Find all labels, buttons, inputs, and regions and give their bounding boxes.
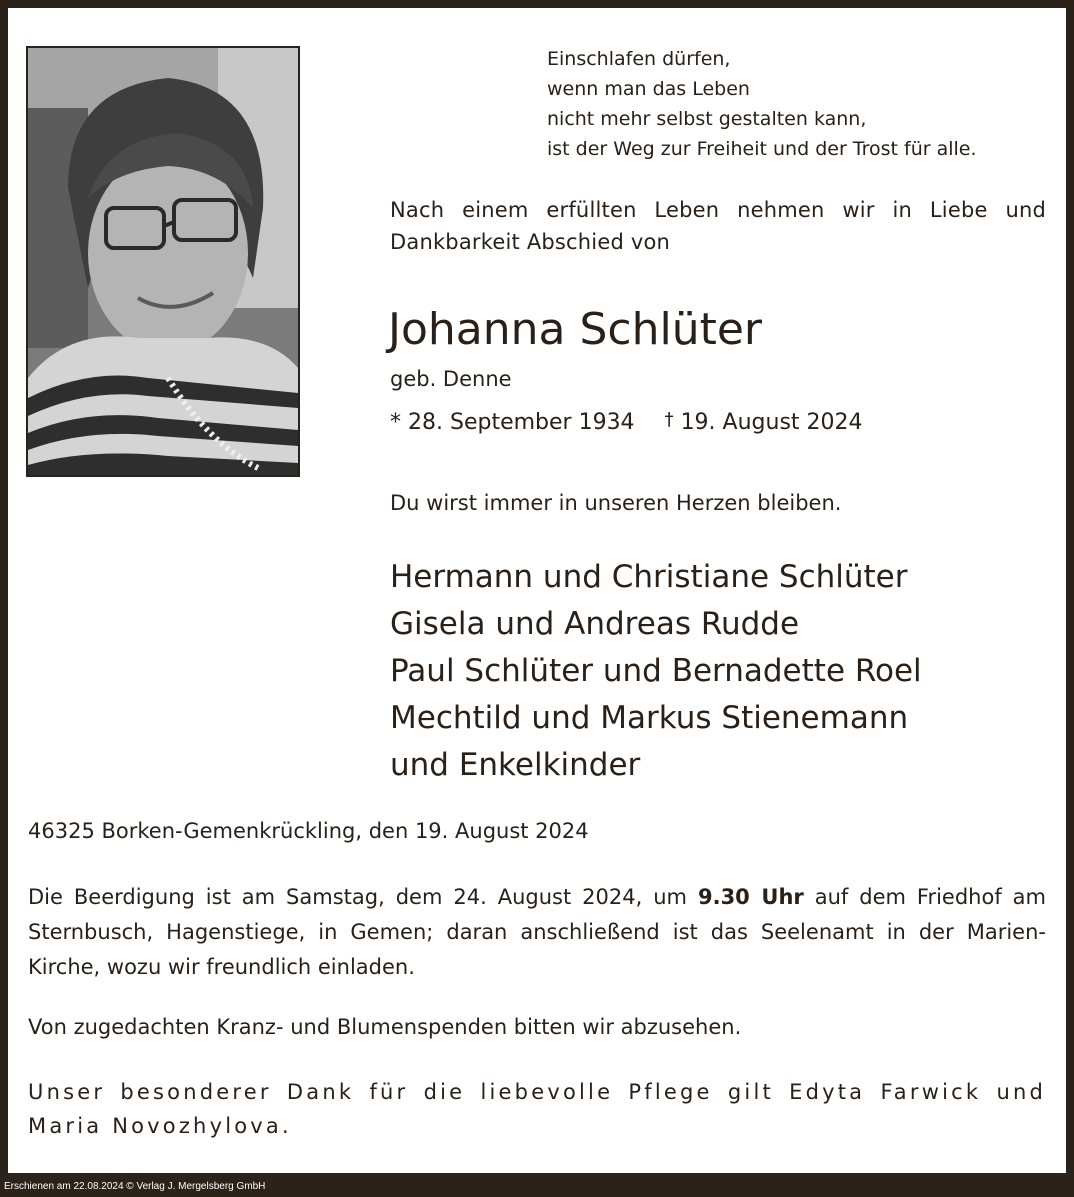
poem-line: nicht mehr selbst gestalten kann, [547,108,867,130]
birth-name: geb. Denne [390,367,512,391]
motto: Du wirst immer in unseren Herzen bleiben. [390,491,842,515]
burial-info [28,880,1046,985]
thanks-line: Maria Novozhylova. [28,1114,292,1138]
life-dates [390,404,863,439]
poem [547,44,977,164]
family-list [390,554,922,789]
thanks-note [28,1075,1046,1143]
burial-line: Kirche, wozu wir freundlich einladen. [28,955,415,979]
family-member: Gisela und Andreas Rudde [390,606,800,642]
publication-footer: Erschienen am 22.08.2024 © Verlag J. Mergelsberg GmbH [4,1181,266,1192]
family-member: Paul Schlüter und Bernadette Roel [390,653,922,689]
death-date: 19. August 2024 [680,410,863,435]
portrait-image [28,48,298,475]
burial-line [28,880,1046,915]
intro-line-2: Dankbarkeit Abschied von [390,230,671,254]
wreath-note: Von zugedachten Kranz- und Blumenspenden bitten wir abzusehen. [28,1015,742,1039]
burial-time: 9.30 Uhr [697,885,804,909]
family-member: Mechtild und Markus Stienemann [390,700,909,736]
thanks-line: Unser besonderer Dank für die liebevolle Pflege gilt Edyta Farwick und [28,1080,1046,1104]
portrait-photo [26,46,300,477]
poem-line: ist der Weg zur Freiheit und der Trost für alle. [547,138,977,160]
birth-date: * 28. September 1934 [390,410,635,435]
burial-text: Die Beerdigung ist am Samstag, dem 24. August 2024, um [28,885,698,909]
poem-line: Einschlafen dürfen, [547,48,731,70]
intro-line-1: Nach einem erfüllten Leben nehmen wir in Liebe und [390,198,1046,222]
burial-line: Sternbusch, Hagenstiege, in Gemen; daran anschließend ist das Seelenamt in der Marien- [28,920,1046,944]
family-member: und Enkelkinder [390,747,641,783]
cross-icon: † [664,409,674,430]
place-date: 46325 Borken-Gemenkrückling, den 19. August 2024 [28,819,589,843]
burial-text: auf dem Friedhof am [803,885,1047,909]
family-member: Hermann und Christiane Schlüter [390,559,908,595]
poem-line: wenn man das Leben [547,78,750,100]
deceased-name: Johanna Schlüter [388,304,762,355]
